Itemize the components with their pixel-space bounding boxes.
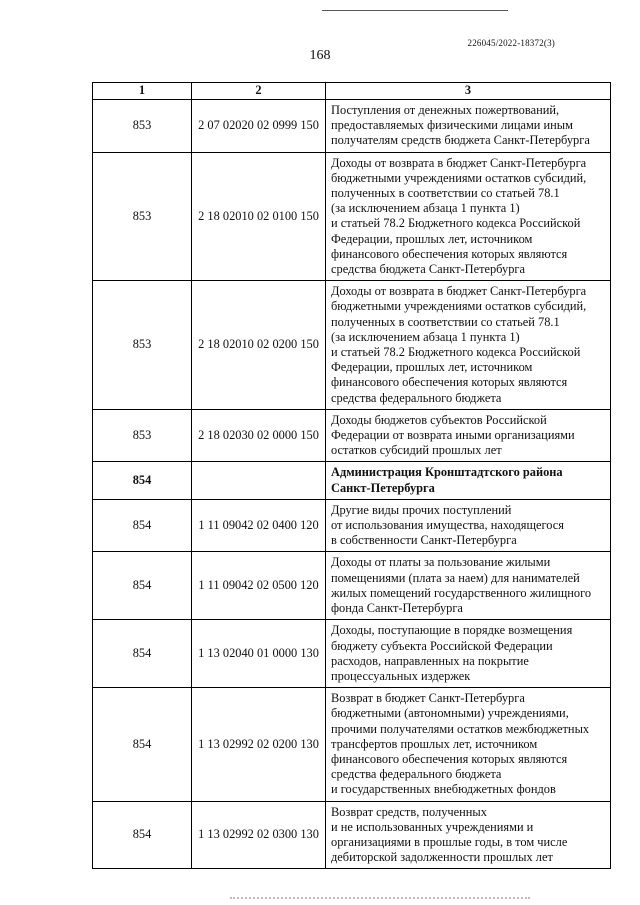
header-col-2: 2 bbox=[192, 83, 326, 100]
header-col-3: 3 bbox=[326, 83, 611, 100]
description-line: финансового обеспечения которых являются bbox=[331, 375, 568, 390]
description-line: получателям средств бюджета Санкт-Петербурга bbox=[331, 133, 590, 148]
table-header-row bbox=[93, 83, 611, 100]
budget-code-cell: 1 13 02992 02 0200 130 bbox=[192, 688, 326, 801]
description-line: финансового обеспечения которых являются bbox=[331, 246, 568, 261]
description-line: от использования имущества, находящегося bbox=[331, 518, 564, 533]
description-line: Доходы от возврата в бюджет Санкт-Петербурга bbox=[331, 155, 587, 170]
description-line: бюджету субъекта Российской Федерации bbox=[331, 638, 553, 653]
description-line: Поступления от денежных пожертвований, bbox=[331, 103, 560, 117]
description-line: и государственных внебюджетных фондов bbox=[331, 782, 556, 797]
description-cell bbox=[326, 281, 611, 410]
description-line: и статьей 78.2 Бюджетного кодекса Российской bbox=[331, 216, 581, 231]
description-line: средства федерального бюджета bbox=[331, 767, 502, 782]
description-cell bbox=[326, 801, 611, 869]
description-line: бюджетными (автономными) учреждениями, bbox=[331, 706, 569, 721]
page-number: 168 bbox=[309, 48, 331, 63]
description-line: процессуальных издержек bbox=[331, 668, 471, 683]
table-row bbox=[93, 620, 611, 688]
budget-code-cell: 2 18 02030 02 0000 150 bbox=[192, 409, 326, 462]
description-line: и статьей 78.2 Бюджетного кодекса Российской bbox=[331, 345, 581, 360]
budget-code-cell: 2 07 02020 02 0999 150 bbox=[192, 100, 326, 153]
description-line: прочими получателями остатков межбюджетных bbox=[331, 721, 590, 736]
description-line: Санкт-Петербурга bbox=[331, 480, 435, 495]
description-line: остатков субсидий прошлых лет bbox=[331, 443, 502, 458]
description-line: фонда Санкт-Петербурга bbox=[331, 601, 463, 616]
admin-code-cell: 853 bbox=[93, 409, 192, 462]
budget-code-cell bbox=[192, 462, 326, 499]
revenue-codes-table bbox=[92, 82, 611, 869]
header-col-1: 1 bbox=[93, 83, 192, 100]
budget-code-cell: 2 18 02010 02 0200 150 bbox=[192, 281, 326, 410]
table-row bbox=[93, 462, 611, 499]
description-line: организациями в прошлые годы, в том числе bbox=[331, 834, 568, 849]
table-row bbox=[93, 688, 611, 801]
admin-code-cell: 854 bbox=[93, 620, 192, 688]
budget-code-cell: 1 13 02992 02 0300 130 bbox=[192, 801, 326, 869]
description-cell bbox=[326, 620, 611, 688]
description-line: Администрация Кронштадтского района bbox=[331, 465, 563, 480]
description-cell bbox=[326, 152, 611, 281]
table-row bbox=[93, 100, 611, 153]
document-number: 226045/2022-18372(3) bbox=[467, 38, 555, 48]
description-cell bbox=[326, 409, 611, 462]
description-line: Федерации от возврата иными организациями bbox=[331, 428, 575, 443]
budget-code-cell: 2 18 02010 02 0100 150 bbox=[192, 152, 326, 281]
table-row bbox=[93, 409, 611, 462]
budget-code-cell: 1 11 09042 02 0400 120 bbox=[192, 499, 326, 552]
description-line: полученных в соответствии со статьей 78.1 bbox=[331, 314, 560, 329]
description-cell bbox=[326, 100, 611, 153]
description-cell bbox=[326, 462, 611, 499]
description-line: полученных в соответствии со статьей 78.1 bbox=[331, 186, 560, 201]
description-line: (за исключением абзаца 1 пункта 1) bbox=[331, 329, 520, 344]
description-line: Федерации, прошлых лет, источником bbox=[331, 231, 533, 246]
scan-artifact-line bbox=[230, 897, 530, 902]
description-line: (за исключением абзаца 1 пункта 1) bbox=[331, 201, 520, 216]
description-line: бюджетными учреждениями остатков субсидий, bbox=[331, 299, 587, 314]
description-cell bbox=[326, 552, 611, 620]
admin-code-cell: 854 bbox=[93, 462, 192, 499]
budget-code-cell: 1 11 09042 02 0500 120 bbox=[192, 552, 326, 620]
admin-code-cell: 853 bbox=[93, 100, 192, 153]
description-line: Доходы, поступающие в порядке возмещения bbox=[331, 623, 573, 638]
description-line: бюджетными учреждениями остатков субсидий, bbox=[331, 170, 587, 185]
description-line: жилых помещений государственного жилищного bbox=[331, 585, 592, 600]
table-row bbox=[93, 801, 611, 869]
description-line: финансового обеспечения которых являются bbox=[331, 751, 568, 766]
description-line: Возврат средств, полученных bbox=[331, 804, 487, 819]
table-row bbox=[93, 281, 611, 410]
admin-code-cell: 853 bbox=[93, 152, 192, 281]
description-line: Доходы бюджетов субъектов Российской bbox=[331, 412, 547, 427]
description-line: и не использованных учреждениями и bbox=[331, 819, 534, 834]
top-rule bbox=[322, 10, 508, 11]
description-cell bbox=[326, 499, 611, 552]
budget-code-cell: 1 13 02040 01 0000 130 bbox=[192, 620, 326, 688]
description-line: дебиторской задолженности прошлых лет bbox=[331, 850, 553, 865]
admin-code-cell: 854 bbox=[93, 552, 192, 620]
description-line: Доходы от возврата в бюджет Санкт-Петербурга bbox=[331, 284, 587, 299]
table-row bbox=[93, 499, 611, 552]
admin-code-cell: 854 bbox=[93, 499, 192, 552]
table-row bbox=[93, 552, 611, 620]
admin-code-cell: 854 bbox=[93, 801, 192, 869]
description-line: средства федерального бюджета bbox=[331, 390, 502, 405]
admin-code-cell: 853 bbox=[93, 281, 192, 410]
table-row bbox=[93, 152, 611, 281]
description-line: трансфертов прошлых лет, источником bbox=[331, 736, 538, 751]
description-line: предоставляемых физическими лицами иным bbox=[331, 118, 573, 133]
description-line: Возврат в бюджет Санкт-Петербурга bbox=[331, 691, 525, 706]
description-line: в собственности Санкт-Петербурга bbox=[331, 533, 517, 548]
description-line: расходов, направленных на покрытие bbox=[331, 653, 529, 668]
description-line: Федерации, прошлых лет, источником bbox=[331, 360, 533, 375]
description-line: средства бюджета Санкт-Петербурга bbox=[331, 262, 525, 277]
description-line: Доходы от платы за пользование жилыми bbox=[331, 555, 551, 570]
description-line: Другие виды прочих поступлений bbox=[331, 502, 512, 517]
admin-code-cell: 854 bbox=[93, 688, 192, 801]
description-line: помещениями (плата за наем) для нанимателей bbox=[331, 570, 580, 585]
description-cell bbox=[326, 688, 611, 801]
